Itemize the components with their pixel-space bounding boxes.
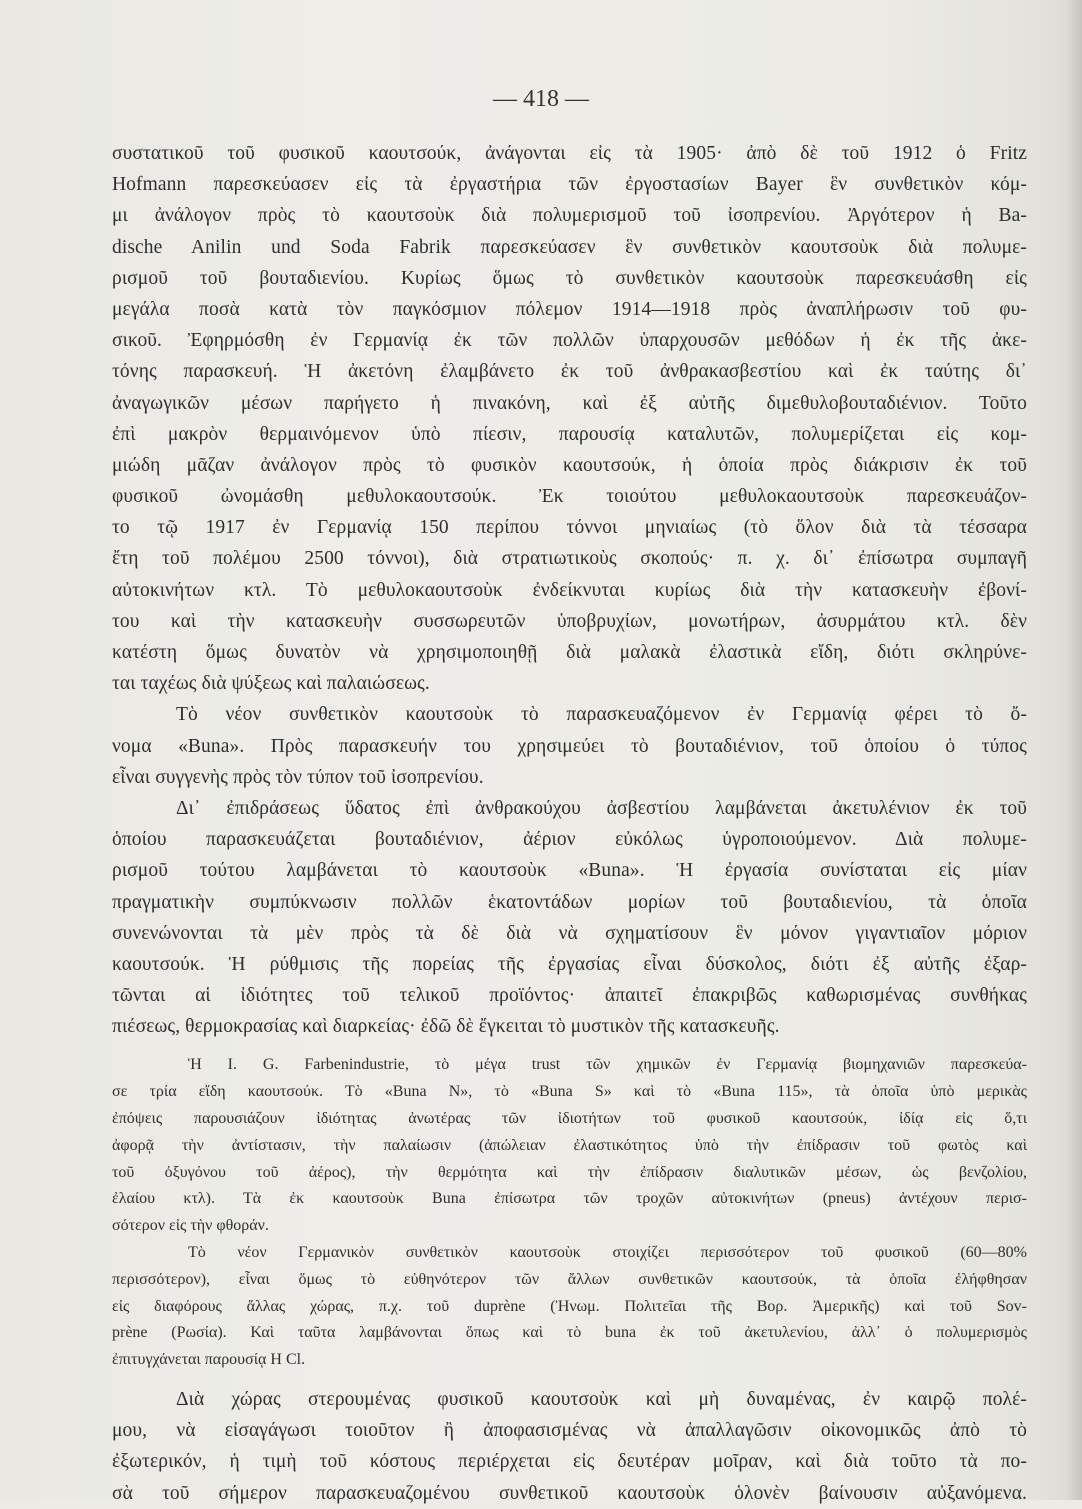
text-line: πραγματικὴν συμπύκνωσιν πολλῶν ἑκατοντάδων μορίων τοῦ βουταδιενίου, τὰ ὁποῖα: [112, 891, 1027, 913]
note-line: Τὸ νέον Γερμανικὸν συνθετικὸν καουτσοὺκ στοιχίζει περισσότερον τοῦ φυσικοῦ (60—80%: [188, 1244, 1027, 1262]
main-paragraphs: [112, 138, 1027, 1042]
text-line: σὰ τοῦ σήμερον παρασκευαζομένου συνθετικοῦ καουτσοὺκ ὁλονὲν βαίνουσιν αὐξανόμενα.: [112, 1482, 1027, 1504]
note-line: σε τρία εἴδη καουτσούκ. Τὸ «Buna N», τὸ «Buna S» καὶ τὸ «Buna 115», τὰ ὁποῖα ὑπὸ μερικὰς: [112, 1083, 1027, 1101]
text-line: μου, νὰ εἰσαγάγωσι τοιοῦτον ἢ ἀποφασισμένας νὰ ἀπαλλαγῶσιν οἰκονομικῶς ἀπὸ τὸ: [112, 1420, 1027, 1442]
note-line: ἀφορᾷ τὴν ἀντίστασιν, τὴν παλαίωσιν (ἀπώλειαν ἐλαστικότητος ὑπὸ τὴν ἐπίδρασιν τοῦ φωτὸς καὶ: [112, 1136, 1027, 1154]
text-line: συνενώνονται τὰ μὲν πρὸς τὰ δὲ διὰ νὰ σχηματίσουν ἓν μόνον γιγαντιαῖον μόριον: [112, 922, 1027, 944]
text-line: ρισμοῦ τοῦ βουταδιενίου. Κυρίως ὅμως τὸ συνθετικὸν καουτσοὺκ παρεσκευάσθη εἰς: [112, 267, 1027, 289]
text-line: Hofmann παρεσκεύασεν εἰς τὰ ἐργαστήρια τῶν ἐργοστασίων Bayer ἓν συνθετικὸν κόμ-: [112, 174, 1027, 196]
text-line: τῶνται αἱ ἰδιότητες τοῦ τελικοῦ προϊόντος· ἀπαιτεῖ ἐπακριβῶς καθωρισμένας συνθήκας: [112, 985, 1027, 1007]
text-line: ἐξωτερικόν, ἡ τιμὴ τοῦ κόστους περιέρχεται εἰς δευτέραν μοῖραν, καὶ διὰ τοῦτο τὰ πο-: [112, 1451, 1027, 1473]
text-line: εἶναι συγγενὴς πρὸς τὸν τύπον τοῦ ἰσοπρενίου.: [112, 766, 484, 788]
text-line: φυσικοῦ ὠνομάσθη μεθυλοκαουτσούκ. Ἐκ τοιούτου μεθυλοκαουτσοὺκ παρεσκευάζον-: [112, 486, 1027, 508]
text-line: αὐτοκινήτων κτλ. Τὸ μεθυλοκαουτσοὺκ ἐνδείκνυται κυρίως διὰ τὴν κατασκευὴν ἐβονί-: [112, 579, 1027, 601]
text-line: μεγάλα ποσὰ κατὰ τὸν παγκόσμιον πόλεμον 1914—1918 πρὸς ἀναπλήρωσιν τοῦ φυ-: [112, 298, 1027, 320]
text-line: Δι᾽ ἐπιδράσεως ὕδατος ἐπὶ ἀνθρακούχου ἀσβεστίου λαμβάνεται ἀκετυλένιον ἐκ τοῦ: [176, 797, 1027, 819]
final-paragraph: [112, 1384, 1027, 1509]
note-line: τοῦ ὀξυγόνου τοῦ ἀέρος), τὴν θερμότητα καὶ τὴν ἐπίδρασιν διαλυτικῶν μέσων, ὡς βενζολίου,: [112, 1163, 1027, 1181]
page-number: — 418 —: [493, 86, 589, 112]
note-line: ἐλαίου κτλ). Τὰ ἐκ καουτσοὺκ Buna ἐπίσωτρα τῶν τροχῶν αὐτοκινήτων (pneus) ἀντέχουν περισ-: [112, 1190, 1027, 1208]
text-line: του καὶ τὴν κατασκευὴν συσσωρευτῶν ὑποβρυχίων, μονωτήρων, ἀσυρμάτου κτλ. δὲν: [112, 610, 1027, 632]
note-line: prène (Ρωσία). Καὶ ταῦτα λαμβάνονται ὅπως καὶ τὸ buna ἐκ τοῦ ἀκετυλενίου, ἀλλ᾽ ὁ πολυμερισμὸς: [112, 1324, 1027, 1342]
text-line: κατέστη ὅμως δυνατὸν νὰ χρησιμοποιηθῇ διὰ μαλακὰ ἐλαστικὰ εἴδη, διότι σκληρύνε-: [112, 642, 1027, 663]
note-line: ἐπόψεις παρουσιάζουν ἰδιότητας ἀνωτέρας τῶν ἰδιοτήτων τοῦ φυσικοῦ καουτσούκ, ἰδίᾳ εἰς ὅ,τι: [112, 1110, 1027, 1128]
text-line: ἐπὶ μακρὸν θερμαινόμενον ὑπὸ πίεσιν, παρουσίᾳ καταλυτῶν, πολυμερίζεται εἰς κομ-: [112, 423, 1027, 445]
text-line: ρισμοῦ τούτου λαμβάνεται τὸ καουτσοὺκ «Buna». Ἡ ἐργασία συνίσταται εἰς μίαν: [112, 860, 1027, 882]
note-line: σότερον εἰς τὴν φθοράν.: [112, 1217, 269, 1235]
footnote-block: [112, 1052, 1027, 1374]
text-line: πιέσεως, θερμοκρασίας καὶ διαρκείας· ἐδῶ δὲ ἔγκειται τὸ μυστικὸν τῆς κατασκευῆς.: [112, 1016, 780, 1038]
text-line: τόνης παρασκευή. Ἡ ἀκετόνη ἐλαμβάνετο ἐκ τοῦ ἀνθρακασβεστίου καὶ ἐκ ταύτης δι᾽: [112, 361, 1027, 383]
text-line: dische Anilin und Soda Fabrik παρεσκεύασεν ἓν συνθετικὸν καουτσοὺκ διὰ πολυμε-: [112, 236, 1027, 258]
text-line: μι ἀνάλογον πρὸς τὸ καουτσοὺκ διὰ πολυμερισμοῦ τοῦ ἰσοπρενίου. Ἀργότερον ἡ Ba-: [112, 205, 1027, 227]
text-line: συστατικοῦ τοῦ φυσικοῦ καουτσούκ, ἀνάγονται εἰς τὰ 1905· ἀπὸ δὲ τοῦ 1912 ὁ Fritz: [112, 143, 1027, 164]
text-line: ἀναγωγικῶν μέσων παρήγετο ἡ πινακόνη, καὶ ἐξ αὐτῆς διμεθυλοβουταδιένιον. Τοῦτο: [112, 392, 1027, 414]
note-line: εἰς διαφόρους ἄλλας χώρας, π.χ. τοῦ duprène (Ἠνωμ. Πολιτεῖαι τῆς Βορ. Ἀμερικῆς) καὶ τοῦ Sov-: [112, 1297, 1027, 1315]
note-line: Ἡ I. G. Farbenindustrie, τὸ μέγα trust τῶν χημικῶν ἐν Γερμανίᾳ βιομηχανιῶν παρεσκεύα-: [188, 1056, 1027, 1074]
text-line: καουτσούκ. Ἡ ρύθμισις τῆς πορείας τῆς ἐργασίας εἶναι δύσκολος, διότι ἐξ αὐτῆς ἐξαρ-: [112, 953, 1027, 975]
body-text: [112, 138, 1027, 1509]
text-line: Τὸ νέον συνθετικὸν καουτσοὺκ τὸ παρασκευαζόμενον ἐν Γερμανίᾳ φέρει τὸ ὄ-: [176, 704, 1027, 726]
note-line: περισσότερον), εἶναι ὅμως τὸ εὐθηνότερον τῶν ἄλλων συνθετικῶν καουτσούκ, τὰ ὁποῖα ἐλήφθησαν: [112, 1270, 1027, 1288]
text-line: Διὰ χώρας στερουμένας φυσικοῦ καουτσοὺκ καὶ μὴ δυναμένας, ἐν καιρῷ πολέ-: [176, 1389, 1027, 1410]
note-line: ἐπιτυγχάνεται παρουσίᾳ H Cl.: [112, 1351, 306, 1369]
text-line: το τῷ 1917 ἐν Γερμανίᾳ 150 περίπου τόννοι μηνιαίως (τὸ ὅλον διὰ τὰ τέσσαρα: [112, 517, 1027, 539]
text-line: ται ταχέως διὰ ψύξεως καὶ παλαιώσεως.: [112, 673, 430, 695]
page-edge-shadow: [1066, 0, 1082, 1500]
text-line: σικοῦ. Ἐφηρμόσθη ἐν Γερμανίᾳ ἐκ τῶν πολλῶν ὑπαρχουσῶν μεθόδων ἡ ἐκ τῆς ἀκε-: [112, 330, 1027, 352]
text-line: ὁποίου παρασκευάζεται βουταδιένιον, ἀέριον εὐκόλως ὑγροποιούμενον. Διὰ πολυμε-: [112, 829, 1027, 851]
text-line: μιώδη μᾶζαν ἀνάλογον πρὸς τὸ φυσικὸν καουτσούκ, ἡ ὁποία πρὸς διάκρισιν ἐκ τοῦ: [112, 454, 1027, 476]
text-line: ἔτη τοῦ πολέμου 2500 τόννοι), διὰ στρατιωτικοὺς σκοπούς· π. χ. δι᾽ ἐπίσωτρα συμπαγῆ: [112, 548, 1027, 570]
text-line: νομα «Buna». Πρὸς παρασκευήν του χρησιμεύει τὸ βουταδιένιον, τοῦ ὁποίου ὁ τύπος: [112, 735, 1027, 757]
